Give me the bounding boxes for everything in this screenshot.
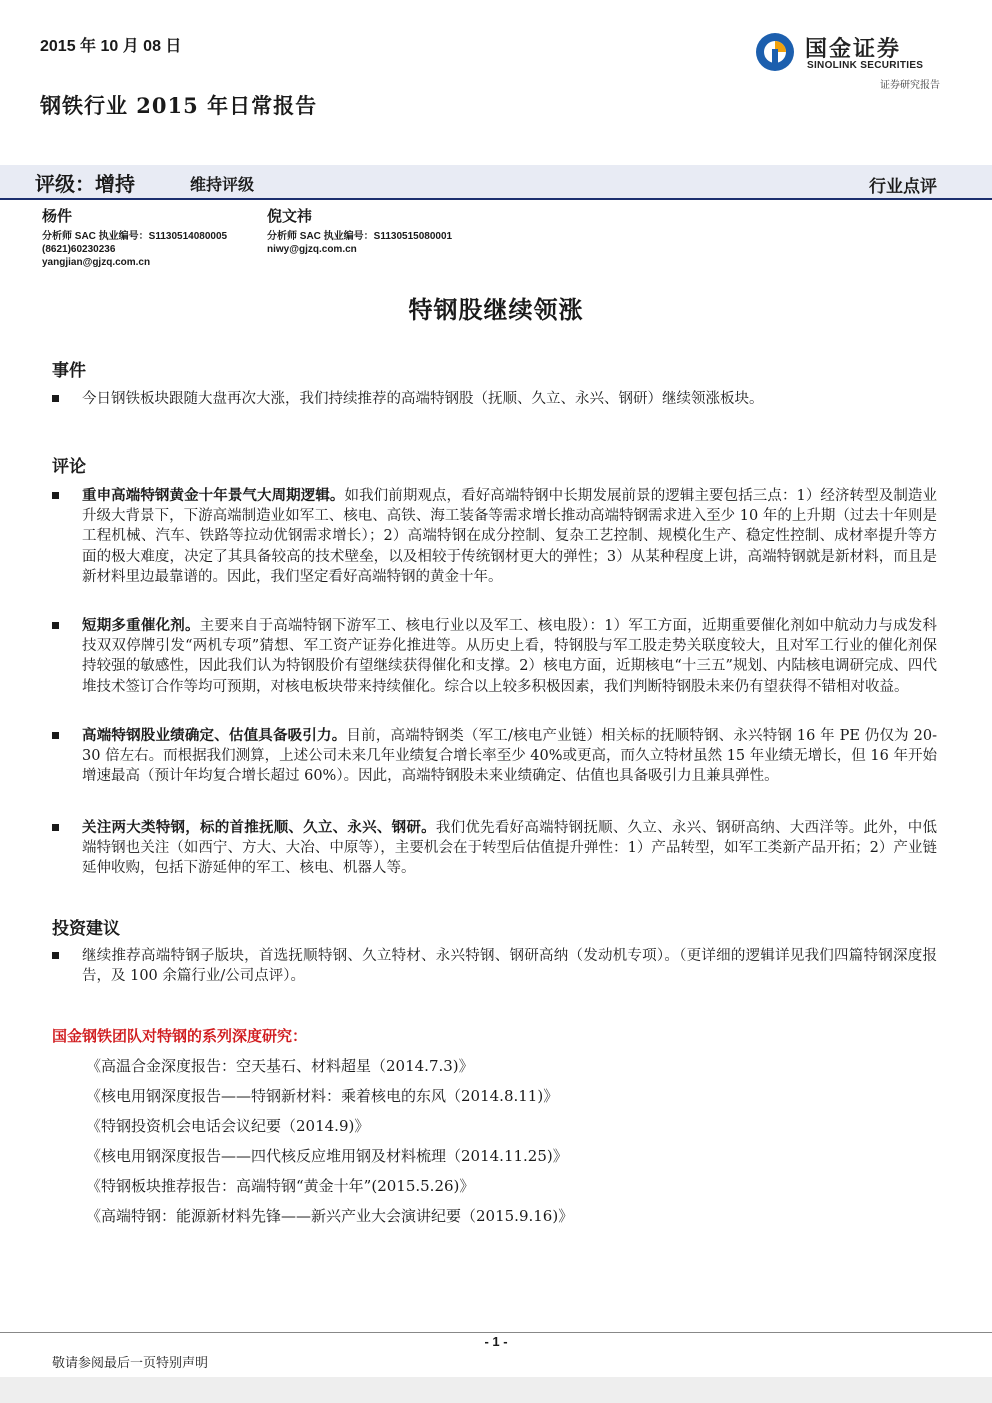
report-date: 2015 年 10 月 08 日 [40,38,182,55]
bullet-square-icon [52,952,59,959]
series-heading: 国金钢铁团队对特钢的系列深度研究： [52,1027,308,1045]
analyst-card [42,206,227,269]
bullet-lead: 高端特钢股业绩确定、估值具备吸引力。 [82,727,347,744]
bullet-item [52,818,937,879]
analyst-sac: 分析师 SAC 执业编号：S1130514080005 [42,231,228,242]
report-title: 钢铁行业 2015 年日常报告 [40,93,318,118]
bullet-item [52,616,937,697]
rating-label: 评级：增持 [35,172,135,196]
page-number: - 1 - [484,1334,508,1349]
series-item: 《高端特钢：能源新材料先锋——新兴产业大会演讲纪要（2015.9.16)》 [86,1207,574,1225]
bullet-square-icon [52,395,59,402]
footer-divider [0,1332,992,1333]
bullet-text: 继续推荐高端特钢子版块，首选抚顺特钢、久立特材、永兴特钢、钢研高纳（发动机专项）。（更详细的逻辑详见我们四篇特钢深度报告，及 100 余篇行业/公司点评）。 [82,948,937,985]
bullet-text: 主要来自于高端特钢下游军工、核电行业以及军工、核电股）：1）军工方面，近期重要催化剂如中航动力与成发科技双双停牌引发“两机专项”猜想、军工资产证券化推进等。从历史上看，特钢股与军工股走势关联度较大，且对军工行业的催化剂保持较强的敏感性，因此我们认为特钢股价有望继续获得催化和支撑。2）核电方面，近期核电“十三五”规划、内陆核电调研完成、四代堆技术签订合作等均可预期，对核电板块带来持续催化。综合以上较多积极因素，我们判断特钢股未来仍有望获得不错相对收益。 [82,618,938,695]
series-item: 《核电用钢深度报告——特钢新材料：乘着核电的东风（2014.8.11)》 [86,1087,559,1105]
bullet-square-icon [52,732,59,739]
section-heading-event: 事件 [52,361,86,381]
analyst-card [267,206,452,256]
bullet-item [52,486,937,587]
report-type: 行业点评 [869,177,937,197]
sinolink-logo-icon [755,32,795,72]
footer-bar [0,1377,992,1403]
analyst-phone: (8621)60230236 [42,244,116,255]
logo-en-text: SINOLINK SECURITIES [807,60,924,71]
analyst-email[interactable]: yangjian@gjzq.com.cn [42,257,151,268]
bullet-item [52,389,937,409]
analyst-sac: 分析师 SAC 执业编号：S1130515080001 [267,231,453,242]
bullet-text: 目前，高端特钢类（军工/核电产业链）相关标的抚顺特钢、永兴特钢 16 年 PE 仍仅为 20-30 倍左右。而根据我们测算，上述公司未来几年业绩复合增长率至少 40%或更高，而久立特材虽然 15 年业绩无增长，但 16 年开始增速最高（预计年均复合增长超过 60%）。因此，高端特钢股未来业绩确定、估值也具备吸引力且兼具弹性。 [82,728,937,785]
series-item: 《特钢投资机会电话会议纪要（2014.9)》 [86,1117,370,1135]
logo-subtitle: 证券研究报告 [880,80,940,91]
footer-note: 敬请参阅最后一页特别声明 [52,1356,209,1371]
bullet-item [52,946,937,986]
bullet-lead: 重申高端特钢黄金十年景气大周期逻辑。 [82,487,345,504]
bullet-square-icon [52,622,59,629]
main-heading: 特钢股继续领涨 [408,295,584,324]
logo-cn-text: 国金证券 [805,37,902,62]
series-item: 《高温合金深度报告：空天基石、材料超星（2014.7.3)》 [86,1057,474,1075]
series-item: 《特钢板块推荐报告：高端特钢“黄金十年”(2015.5.26)》 [86,1177,475,1195]
bullet-square-icon [52,824,59,831]
rating-divider [0,198,992,200]
analyst-email[interactable]: niwy@gjzq.com.cn [267,244,357,255]
bullet-square-icon [52,492,59,499]
bullet-item [52,726,937,787]
bullet-text: 今日钢铁板块跟随大盘再次大涨，我们持续推荐的高端特钢股（抚顺、久立、永兴、钢研）继续领涨板块。 [82,391,764,407]
bullet-lead: 短期多重催化剂。 [82,617,200,634]
rating-action: 维持评级 [190,175,255,194]
section-heading-comment: 评论 [52,457,86,477]
analyst-name: 倪文祎 [267,207,313,225]
section-heading-invest: 投资建议 [52,919,120,939]
rating-bar [0,165,992,198]
bullet-lead: 关注两大类特钢，标的首推抚顺、久立、永兴、钢研。 [82,819,436,836]
bullet-text: 我们优先看好高端特钢抚顺、久立、永兴、钢研高纳、大西洋等。此外，中低端特钢也关注（如西宁、方大、大冶、中原等），主要机会在于转型后估值提升弹性：1）产品转型，如军工类新产品开拓；2）产业链延伸收购，包括下游延伸的军工、核电、机器人等。 [82,820,938,877]
company-logo [755,30,945,90]
bullet-text: 如我们前期观点，看好高端特钢中长期发展前景的逻辑主要包括三点：1）经济转型及制造业升级大背景下，下游高端制造业如军工、核电、高铁、海工装备等需求增长推动高端特钢需求进入至少 10 年的上升期（过去十年则是工程机械、汽车、铁路等拉动优钢需求增长）；2）高端特钢在成分控制、复杂工艺控制、规模化生产、稳定性控制、成材率提升等方面的极大难度，决定了其具备较高的技术壁垒，以及相较于传统钢材更大的弹性；3）从某种程度上讲，高端特钢就是新材料，而且是新材料里边最靠谱的。因此，我们坚定看好高端特钢的黄金十年。 [82,488,937,585]
analyst-name: 杨件 [42,207,73,225]
series-item: 《核电用钢深度报告——四代核反应堆用钢及材料梳理（2014.11.25)》 [86,1147,568,1165]
